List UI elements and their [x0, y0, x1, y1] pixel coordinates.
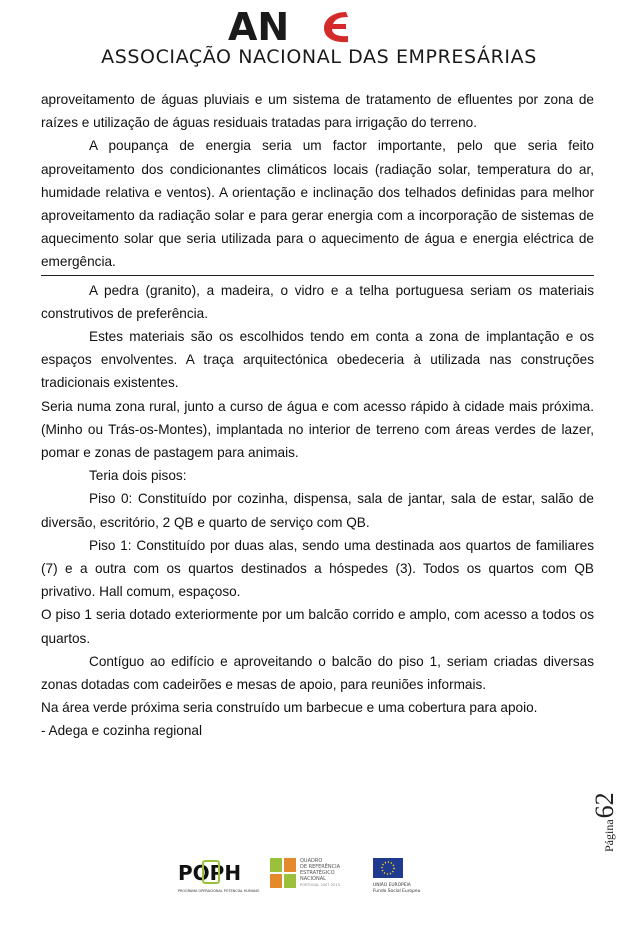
ane-logo	[228, 6, 408, 46]
poph-logo	[178, 861, 260, 893]
page-number	[590, 780, 630, 852]
eu-text: Fundo Social Europeu	[373, 889, 421, 894]
paragraph: Piso 1: Constituído por duas alas, sendo uma destinada aos quartos de familiares (7) e a outra com os quartos destinados a hóspedes (3). Todos os quartos com QB privativo. Hall comum, espaçoso.	[41, 537, 594, 600]
paragraph: Contíguo ao edifício e aproveitando o balcão do piso 1, seriam criadas diversas zonas dotadas com cadeirões e mesas de apoio, para reuniões informais.	[41, 653, 594, 693]
paragraph: Piso 0: Constituído por cozinha, dispensa, sala de jantar, sala de estar, salão de diversão, escritório, 2 QB e quarto de serviço com QB.	[41, 491, 594, 530]
poph-subtitle: PROGRAMA OPERACIONAL POTENCIAL HUMANO	[178, 889, 260, 893]
paragraph: - Adega e cozinha regional	[41, 723, 202, 739]
qren-mark	[270, 858, 282, 872]
eu-logo	[373, 858, 421, 894]
qren-text: NACIONAL	[300, 876, 326, 882]
eu-flag-icon	[373, 858, 403, 878]
paragraph: O piso 1 seria dotado exteriormente por um balcão corrido e amplo, com acesso a todos os quartos.	[41, 607, 594, 646]
eu-text: UNIÃO EUROPEIA	[373, 883, 411, 888]
paragraph: aproveitamento de águas pluviais e um sistema de tratamento de efluentes por zona de raízes e utilização de águas residuais tratadas para irrigação do terreno.	[41, 92, 594, 131]
ane-logo-swoosh	[324, 12, 348, 42]
footer-logos	[170, 852, 470, 912]
qren-text: DE REFERÊNCIA	[300, 864, 341, 870]
qren-logo	[270, 858, 341, 888]
paragraph: A pedra (granito), a madeira, o vidro e a telha portuguesa seriam os materiais construtivos de preferência.	[41, 282, 594, 321]
page-number-value: 62	[590, 792, 619, 819]
paragraph: Teria dois pisos:	[89, 468, 187, 484]
document-header	[0, 0, 638, 82]
qren-mark	[284, 858, 296, 872]
section-divider	[41, 275, 594, 276]
qren-text: QUADRO	[300, 858, 323, 864]
qren-text: ESTRATÉGICO	[300, 870, 335, 876]
qren-text: PORTUGAL 2007·2013	[300, 883, 340, 887]
document-body	[41, 88, 594, 743]
qren-mark	[284, 874, 296, 888]
paragraph: Na área verde próxima seria construído um barbecue e uma cobertura para apoio.	[41, 700, 538, 716]
poph-logo-text: POPH	[178, 861, 242, 885]
paragraph: A poupança de energia seria um factor importante, pelo que seria feito aproveitamento dos condicionantes climáticos locais (radiação solar, temperatura do ar, humidade relativa e ventos). A orientação e inclinação dos telhados definidas para melhor aproveitamento da radiação solar e para gerar energia com a incorporação de sistemas de aquecimento solar que seria utilizada para o aquecimento de água e energia eléctrica de emergência.	[41, 138, 594, 270]
page-label: Página	[602, 819, 616, 852]
paragraph: Seria numa zona rural, junto a curso de água e com acesso rápido à cidade mais próxima. (Minho ou Trás-os-Montes), implantada no interior de terreno com áreas verdes de lazer, pomar e zonas de pastagem para animais.	[41, 398, 594, 461]
ane-logo-text: AN	[228, 6, 290, 46]
association-name: ASSOCIAÇÃO NACIONAL DAS EMPRESÁRIAS	[101, 46, 537, 68]
qren-mark	[270, 874, 282, 888]
paragraph: Estes materiais são os escolhidos tendo em conta a zona de implantação e os espaços envolventes. A traça arquitectónica obedeceria à utilizada nas construções tradicionais existentes.	[41, 329, 594, 391]
